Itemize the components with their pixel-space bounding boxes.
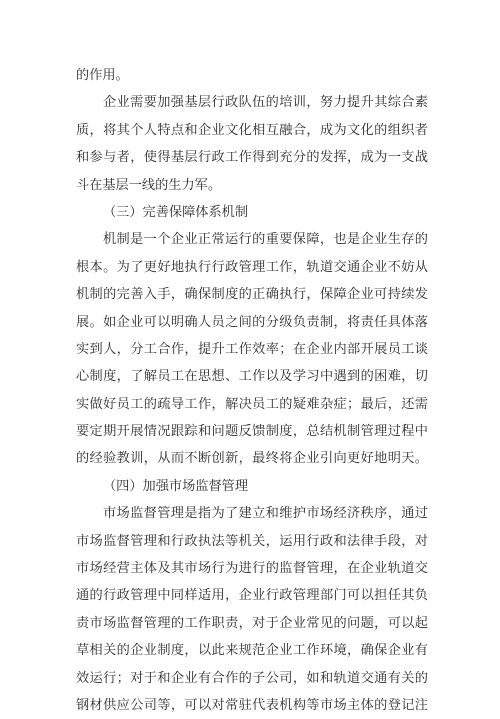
paragraph-line: 钢材供应公司等，可以对常驻代表机构等市场主体的登记注 [76,697,428,713]
paragraph-line: 通的行政管理中同样适用，企业行政管理部门可以担任其负 [76,588,428,604]
paragraph-line: 展。如企业可以明确人员之间的分级负责制，将责任具体落 [76,314,428,330]
paragraph-line: 要定期开展情况跟踪和问题反馈制度，总结机制管理过程中 [76,424,428,440]
paragraph-line: 市场经营主体及其市场行为进行的监督管理，在企业轨道交 [76,561,428,577]
paragraph-line: 根本。为了更好地执行行政管理工作，轨道交通企业不妨从 [76,259,428,275]
paragraph-line: 实到人，分工合作，提升工作效率；在企业内部开展员工谈 [76,341,428,357]
paragraph-line: 市场监督管理和行政执法等机关，运用行政和法律手段，对 [76,533,428,549]
paragraph-line: 质，将其个人特点和企业文化相互融合，成为文化的组织者 [76,122,428,138]
document-body [76,62,428,719]
paragraph-line: 责市场监督管理的工作职责，对于企业常见的问题，可以起 [76,615,428,631]
paragraph-line: 企业需要加强基层行政队伍的培训，努力提升其综合素 [103,95,428,111]
paragraph-line: 和参与者，使得基层行政工作得到充分的发挥，成为一支战 [76,150,428,166]
paragraph-line: 斗在基层一线的生力军。 [76,177,222,193]
paragraph-line: 机制的完善入手，确保制度的正确执行，保障企业可持续发 [76,287,428,303]
section-heading: （三）完善保障体系机制 [103,204,249,220]
paragraph-continuation-line: 的作用。 [76,68,129,83]
paragraph-line: 效运行；对于和企业有合作的子公司，如和轨道交通有关的 [76,670,428,686]
paragraph-line: 市场监督管理是指为了建立和维护市场经济秩序，通过 [103,506,428,522]
paragraph-line: 心制度，了解员工在思想、工作以及学习中遇到的困难，切 [76,369,428,385]
paragraph-line: 的经验教训，从而不断创新，最终将企业引向更好地明天。 [76,451,428,467]
section-heading: （四）加强市场监督管理 [103,478,249,494]
paragraph-line: 草相关的企业制度，以此来规范企业工作环境，确保企业有 [76,643,428,659]
paragraph-line: 机制是一个企业正常运行的重要保障，也是企业生存的 [103,232,428,248]
paragraph-line: 实做好员工的疏导工作，解决员工的疑难杂症；最后，还需 [76,396,428,412]
